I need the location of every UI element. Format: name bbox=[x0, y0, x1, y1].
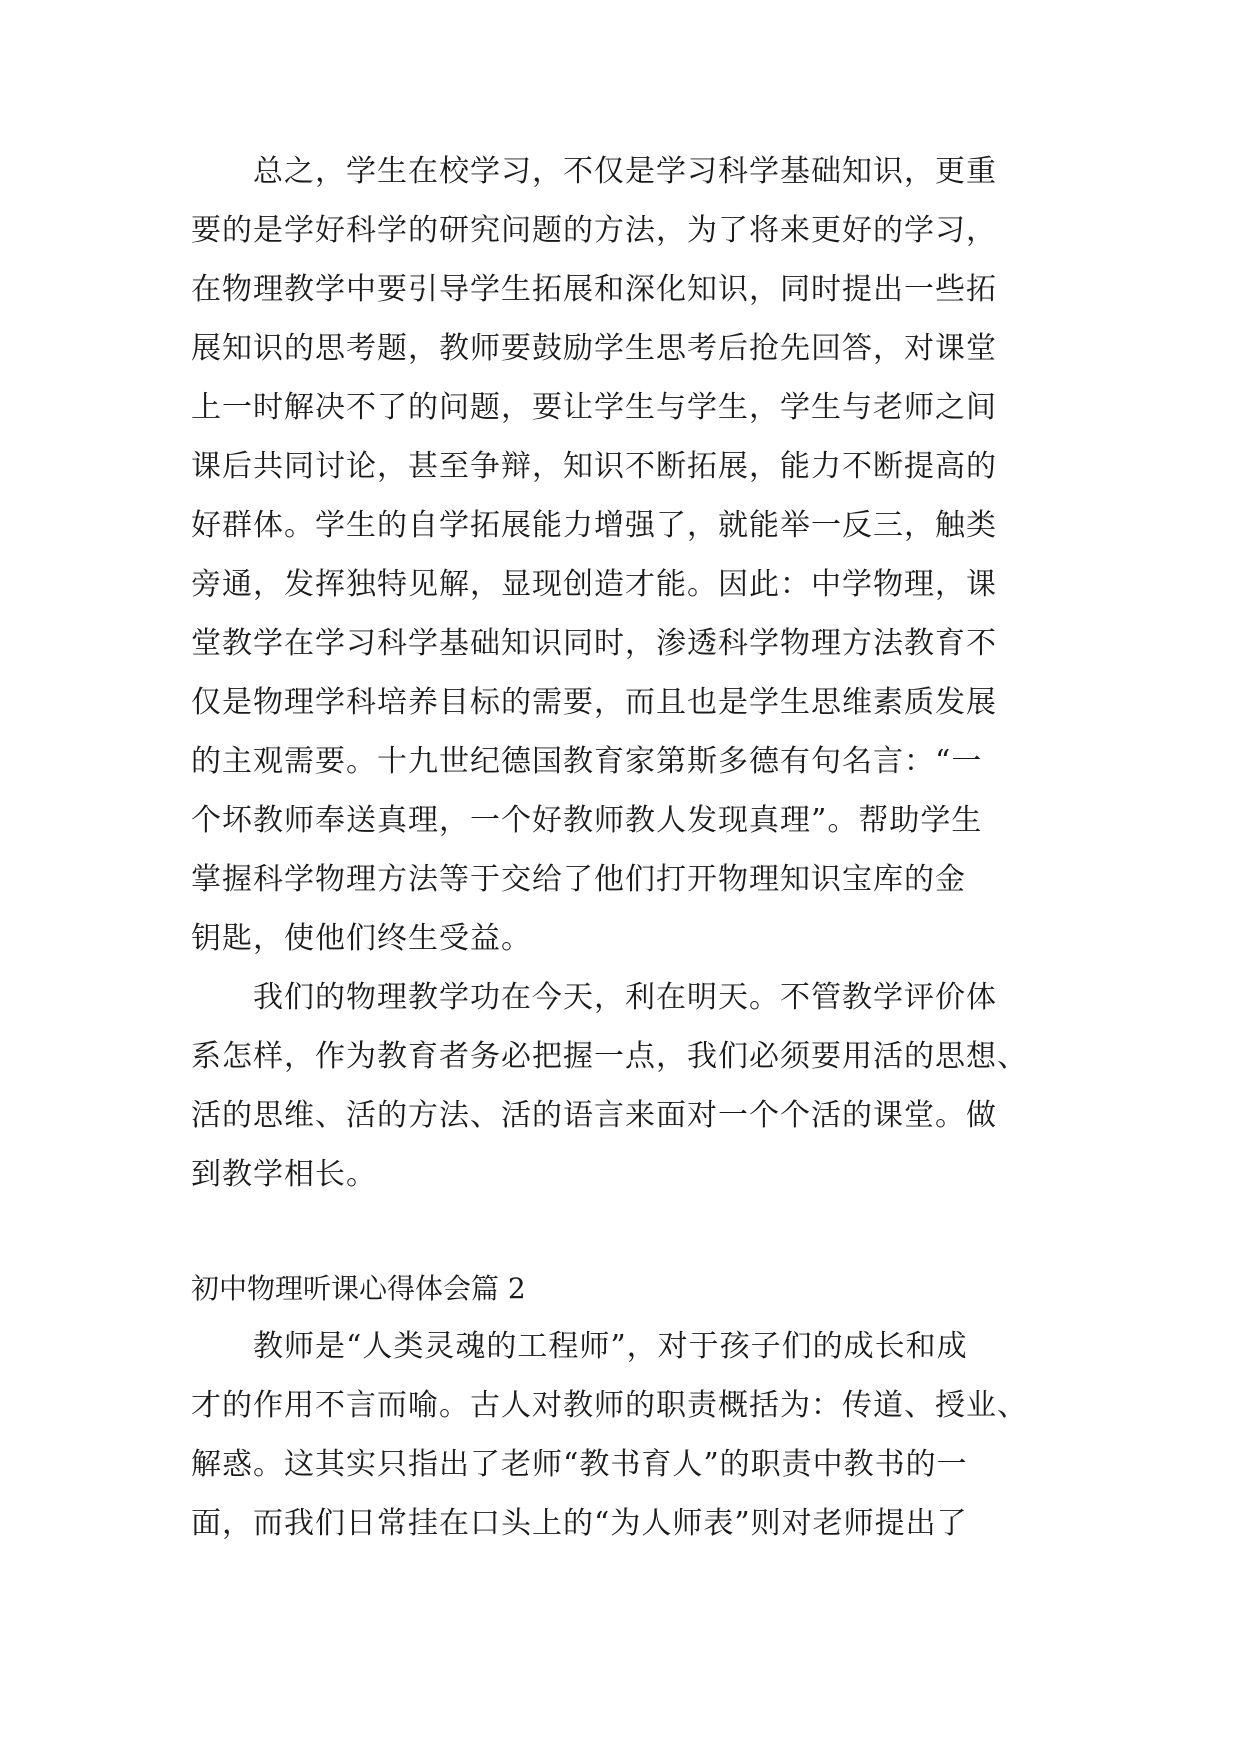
text-line: 展知识的思考题，教师要鼓励学生思考后抢先回答，对课堂 bbox=[191, 331, 997, 366]
text-line: 课后共同讨论，甚至争辩，知识不断拓展，能力不断提高的 bbox=[191, 449, 997, 484]
text-line: 上一时解决不了的问题，要让学生与学生，学生与老师之间 bbox=[191, 390, 997, 425]
text-line: 好群体。学生的自学拓展能力增强了，就能举一反三，触类 bbox=[191, 508, 997, 543]
text-line: 旁通，发挥独特见解，显现创造才能。因此：中学物理，课 bbox=[191, 567, 997, 602]
text-line: 我们的物理教学功在今天，利在明天。不管教学评价体 bbox=[253, 980, 997, 1015]
text-line: 仅是物理学科培养目标的需要，而且也是学生思维素质发展 bbox=[191, 685, 997, 720]
text-line: 在物理教学中要引导学生拓展和深化知识，同时提出一些拓 bbox=[191, 272, 997, 307]
text-line: 面，而我们日常挂在口头上的“为人师表”则对老师提出了 bbox=[191, 1506, 968, 1541]
text-line: 堂教学在学习科学基础知识同时，渗透科学物理方法教育不 bbox=[191, 626, 997, 661]
text-line: 掌握科学物理方法等于交给了他们打开物理知识宝库的金 bbox=[191, 862, 966, 897]
text-line: 系怎样，作为教育者务必把握一点，我们必须要用活的思想、 bbox=[191, 1039, 1028, 1074]
text-line: 才的作用不言而喻。古人对教师的职责概括为：传道、授业、 bbox=[191, 1388, 1028, 1423]
text-line: 到教学相长。 bbox=[191, 1157, 377, 1192]
section-heading: 初中物理听课心得体会篇 2 bbox=[191, 1272, 526, 1305]
text-line: 个坏教师奉送真理，一个好教师教人发现真理”。帮助学生 bbox=[191, 803, 983, 838]
text-line: 教师是“人类灵魂的工程师”，对于孩子们的成长和成 bbox=[253, 1329, 968, 1364]
text-line: 的主观需要。十九世纪德国教育家第斯多德有句名言：“一 bbox=[191, 744, 983, 779]
text-line: 活的思维、活的方法、活的语言来面对一个个活的课堂。做 bbox=[191, 1098, 997, 1133]
text-line: 总之，学生在校学习，不仅是学习科学基础知识，更重 bbox=[253, 154, 997, 189]
text-line: 钥匙，使他们终生受益。 bbox=[191, 921, 532, 956]
text-line: 要的是学好科学的研究问题的方法，为了将来更好的学习， bbox=[191, 213, 997, 248]
text-line: 解惑。这其实只指出了老师“教书育人”的职责中教书的一 bbox=[191, 1447, 968, 1482]
